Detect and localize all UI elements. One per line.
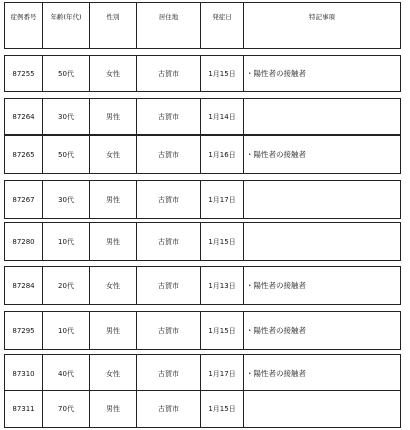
- sex: 男性: [90, 181, 137, 218]
- case-number: 87264: [5, 99, 43, 134]
- sex: 男性: [90, 223, 137, 260]
- table-row: [4, 180, 401, 219]
- sex: 男性: [90, 312, 137, 349]
- sex: 女性: [90, 56, 137, 91]
- case-number: 87255: [5, 56, 43, 91]
- case-number: 87311: [5, 391, 43, 427]
- header-case-number: 症例番号: [5, 3, 43, 48]
- header-residence: 居住地: [137, 3, 201, 48]
- onset-date: 1月17日: [201, 355, 244, 392]
- age-group: 10代: [43, 223, 90, 260]
- case-number: 87295: [5, 312, 43, 349]
- residence: 古賀市: [137, 136, 201, 173]
- table-row: [4, 266, 401, 305]
- case-number: 87310: [5, 355, 43, 392]
- sex: 女性: [90, 355, 137, 392]
- residence: 古賀市: [137, 223, 201, 260]
- notes: ・陽性者の接触者: [246, 281, 306, 290]
- residence: 古賀市: [137, 99, 201, 134]
- residence: 古賀市: [137, 181, 201, 218]
- sex: 女性: [90, 267, 137, 304]
- onset-date: 1月15日: [201, 312, 244, 349]
- onset-date: 1月15日: [201, 223, 244, 260]
- notes: ・陽性者の接触者: [246, 150, 306, 159]
- sex: 男性: [90, 391, 137, 427]
- onset-date: 1月15日: [201, 56, 244, 91]
- header-onset-date: 発症日: [201, 3, 244, 48]
- case-number: 87280: [5, 223, 43, 260]
- table-row: [4, 55, 401, 92]
- age-group: 50代: [43, 136, 90, 173]
- notes: [244, 391, 400, 427]
- header-age: 年齢(年代): [43, 3, 90, 48]
- onset-date: 1月15日: [201, 391, 244, 427]
- notes: ・陽性者の接触者: [246, 69, 306, 78]
- onset-date: 1月17日: [201, 181, 244, 218]
- residence: 古賀市: [137, 267, 201, 304]
- table-row: [4, 390, 401, 428]
- notes: [244, 99, 400, 134]
- case-number: 87265: [5, 136, 43, 173]
- age-group: 10代: [43, 312, 90, 349]
- notes: [244, 223, 400, 260]
- age-group: 70代: [43, 391, 90, 427]
- header-sex: 性別: [90, 3, 137, 48]
- residence: 古賀市: [137, 355, 201, 392]
- case-number: 87284: [5, 267, 43, 304]
- sex: 男性: [90, 99, 137, 134]
- onset-date: 1月14日: [201, 99, 244, 134]
- table-row: [4, 98, 401, 135]
- age-group: 50代: [43, 56, 90, 91]
- age-group: 40代: [43, 355, 90, 392]
- table-row: [4, 135, 401, 174]
- header-notes: 特記事項: [309, 13, 335, 21]
- age-group: 30代: [43, 181, 90, 218]
- residence: 古賀市: [137, 312, 201, 349]
- residence: 古賀市: [137, 56, 201, 91]
- table-row: [4, 311, 401, 350]
- case-number: 87267: [5, 181, 43, 218]
- residence: 古賀市: [137, 391, 201, 427]
- notes: [244, 181, 400, 218]
- table-header: [4, 2, 401, 49]
- sex: 女性: [90, 136, 137, 173]
- table-row: [4, 354, 401, 393]
- table-row: [4, 222, 401, 261]
- age-group: 20代: [43, 267, 90, 304]
- notes: ・陽性者の接触者: [246, 326, 306, 335]
- onset-date: 1月16日: [201, 136, 244, 173]
- onset-date: 1月13日: [201, 267, 244, 304]
- age-group: 30代: [43, 99, 90, 134]
- notes: ・陽性者の接触者: [246, 369, 306, 378]
